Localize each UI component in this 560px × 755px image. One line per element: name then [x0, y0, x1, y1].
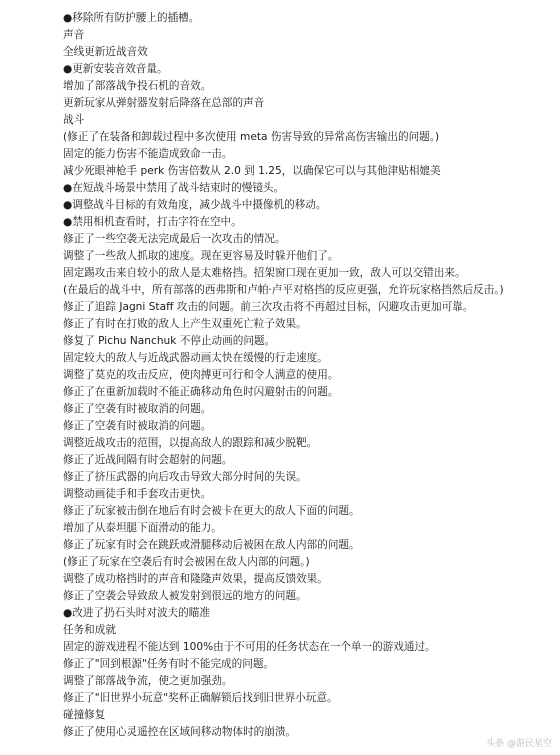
- text-line: 修正了空袭有时被取消的问题。: [63, 403, 212, 415]
- text-line: 修正了近战间隔有时会超射的问题。: [63, 454, 233, 466]
- text-line: 修正了空袭会导致敌人被发射到很远的地方的问题。: [63, 590, 307, 602]
- text-line: 任务和成就: [63, 624, 116, 636]
- text-line: 声音: [63, 29, 85, 41]
- text-line: (修正了在装备和卸载过程中多次使用 meta 伤害导致的异常高伤害输出的问题。): [63, 131, 440, 143]
- text-line: ●移除所有防护腰上的插槽。: [63, 12, 200, 24]
- text-line: 全线更新近战音效: [63, 46, 148, 58]
- text-line: 调整了一些敌人抓取的速度。现在更容易及时躲开他们了。: [63, 250, 339, 262]
- text-line: 更新玩家从弹射器发射后降落在总部的声音: [63, 97, 265, 109]
- text-line: ●改进了扔石头时对波夫的瞄准: [63, 607, 210, 619]
- text-line: 修正了使用心灵遥控在区域间移动物体时的崩溃。: [63, 726, 297, 738]
- text-line: 修正了挤压武器的向后攻击导致大部分时间的失误。: [63, 471, 307, 483]
- text-line: 碰撞修复: [63, 709, 106, 721]
- text-line: 修正了追踪 Jagni Staff 攻击的问题。前三次攻击将不再超过目标，闪避攻击更加可靠。: [63, 301, 474, 313]
- watermark: 头条 @游民星空: [486, 739, 552, 749]
- text-line: 修正了"回到根源"任务有时不能完成的问题。: [63, 658, 275, 670]
- text-line: 调整动画徒手和手套攻击更快。: [63, 488, 212, 500]
- text-line: 减少死眼神枪手 perk 伤害倍数从 2.0 到 1.25，以确保它可以与其他津贴相媲美: [63, 165, 441, 177]
- text-line: 固定较大的敌人与近战武器动画太快在缓慢的行走速度。: [63, 352, 328, 364]
- text-line: (在最后的战斗中，所有部落的西弗斯和卢帕·卢平对格挡的反应更强，允许玩家格挡然后反击。): [63, 284, 504, 296]
- text-line: 修正了空袭有时被取消的问题。: [63, 420, 212, 432]
- text-line: 修正了玩家被击倒在地后有时会被卡在更大的敌人下面的问题。: [63, 505, 360, 517]
- text-line: (修正了玩家在空袭后有时会被困在敌人内部的问题。): [63, 556, 310, 568]
- text-line: 增加了从泰坦腿下面滑动的能力。: [63, 522, 222, 534]
- text-line: 调整近战攻击的范围，以提高敌人的跟踪和减少脱靶。: [63, 437, 318, 449]
- text-line: 修正了有时在打败的敌人上产生双重死亡粒子效果。: [63, 318, 307, 330]
- text-line: 战斗: [63, 114, 85, 126]
- text-line: 修复了 Pichu Nanchuk 不停止动画的问题。: [63, 335, 276, 347]
- text-line: ●更新安装音效音量。: [63, 63, 168, 75]
- text-line: 修正了一些空袭无法完成最后一次攻击的情况。: [63, 233, 286, 245]
- text-line: ●在短战斗场景中禁用了战斗结束时的慢镜头。: [63, 182, 285, 194]
- text-line: 固定的能力伤害不能造成致命一击。: [63, 148, 233, 160]
- text-line: ●禁用相机查看时，打击字符在空中。: [63, 216, 242, 228]
- text-line: 修正了"旧世界小玩意"奖杯正确解锁后找到旧世界小玩意。: [63, 692, 338, 704]
- text-line: ●调整战斗目标的有效角度，减少战斗中摄像机的移动。: [63, 199, 327, 211]
- text-line: 调整了部落战争流，使之更加强劲。: [63, 675, 233, 687]
- text-line: 固定的游戏进程不能达到 100%由于不可用的任务状态在一个单一的游戏通过。: [63, 641, 436, 653]
- text-line: 增加了部落战争投石机的音效。: [63, 80, 212, 92]
- text-line: 修正了玩家有时会在跳跃或滑腿移动后被困在敌人内部的问题。: [63, 539, 360, 551]
- text-line: 调整了成功格挡时的声音和隆隆声效果，提高反馈效果。: [63, 573, 328, 585]
- text-line: 修正了在重新加载时不能正确移动角色时闪避射击的问题。: [63, 386, 339, 398]
- text-line: 调整了莫克的攻击反应，使肉搏更可行和令人满意的使用。: [63, 369, 339, 381]
- patch-notes-document: [63, 10, 553, 741]
- text-line: 固定踢攻击来自较小的敌人是太难格挡。招架窗口现在更加一致，敌人可以交错出来。: [63, 267, 466, 279]
